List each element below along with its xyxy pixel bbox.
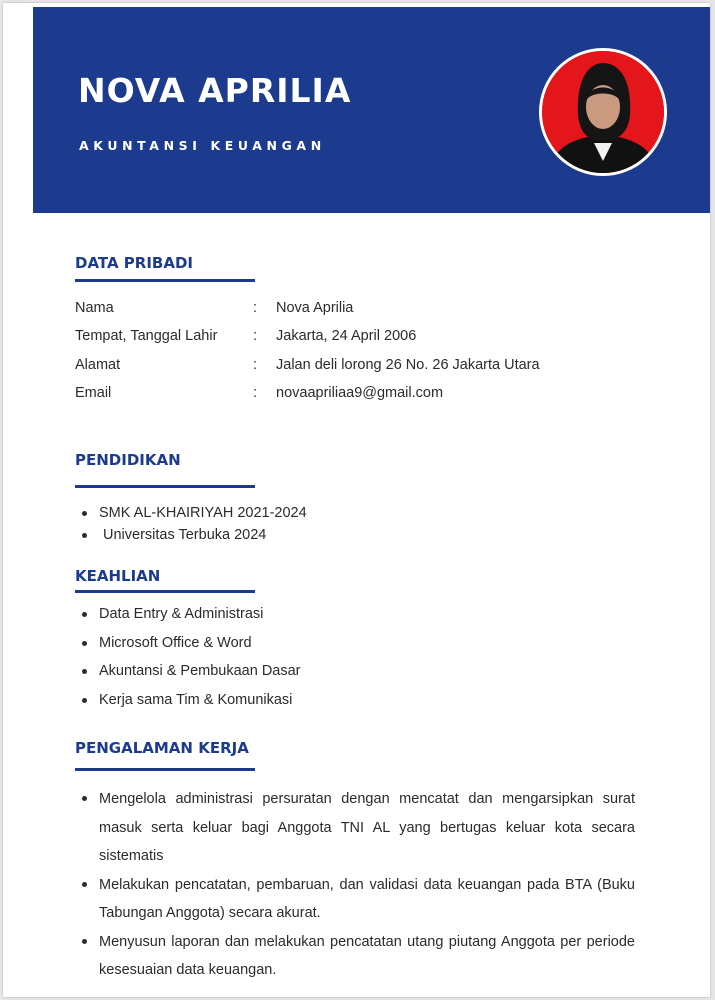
section-title-pendidikan: PENDIDIKAN <box>75 451 181 469</box>
list-item: Menyusun laporan dan melakukan pencatatan utang piutang Anggota per periode kesesuaian data keuangan. <box>75 928 635 985</box>
section-underline <box>75 590 255 593</box>
section-title-keahlian: KEAHLIAN <box>75 567 161 585</box>
list-item: Microsoft Office & Word <box>75 635 301 664</box>
profile-photo <box>539 48 667 176</box>
resume-page <box>3 3 710 997</box>
list-item: Mengelola administrasi persuratan dengan mencatat dan mengarsipkan surat masuk serta keluar bagi Anggota TNI AL yang bertugas keluar kota secara sistematis <box>75 785 635 871</box>
experience-list <box>75 785 635 985</box>
info-label: Nama <box>75 300 114 316</box>
info-label: Alamat <box>75 357 121 373</box>
info-value: Nova Aprilia <box>276 300 354 316</box>
info-separator: : <box>253 357 258 373</box>
info-label: Email <box>75 385 112 401</box>
skills-list <box>75 606 301 720</box>
section-underline <box>75 485 255 488</box>
info-separator: : <box>253 385 258 401</box>
info-separator: : <box>253 328 258 344</box>
list-item: Melakukan pencatatan, pembaruan, dan validasi data keuangan pada BTA (Buku Tabungan Anggota) secara akurat. <box>75 871 635 928</box>
list-item: Kerja sama Tim & Komunikasi <box>75 692 301 721</box>
info-value: Jakarta, 24 April 2006 <box>276 328 417 344</box>
resume-header <box>33 7 710 213</box>
section-title-pengalaman-kerja: PENGALAMAN KERJA <box>75 739 249 757</box>
person-name: NOVA APRILIA <box>78 71 352 110</box>
section-underline <box>75 768 255 771</box>
list-item: Universitas Terbuka 2024 <box>75 527 307 549</box>
section-title-data-pribadi: DATA PRIBADI <box>75 254 193 272</box>
list-item: Akuntansi & Pembukaan Dasar <box>75 663 301 692</box>
person-silhouette-icon <box>542 51 664 173</box>
list-item: Data Entry & Administrasi <box>75 606 301 635</box>
info-label: Tempat, Tanggal Lahir <box>75 328 218 344</box>
list-item: SMK AL-KHAIRIYAH 2021-2024 <box>75 505 307 527</box>
section-underline <box>75 279 255 282</box>
info-value: Jalan deli lorong 26 No. 26 Jakarta Utara <box>276 357 540 373</box>
info-separator: : <box>253 300 258 316</box>
person-role: AKUNTANSI KEUANGAN <box>79 138 326 153</box>
education-list <box>75 505 307 549</box>
email-value: novaapriliaa9@gmail.com <box>276 385 444 401</box>
